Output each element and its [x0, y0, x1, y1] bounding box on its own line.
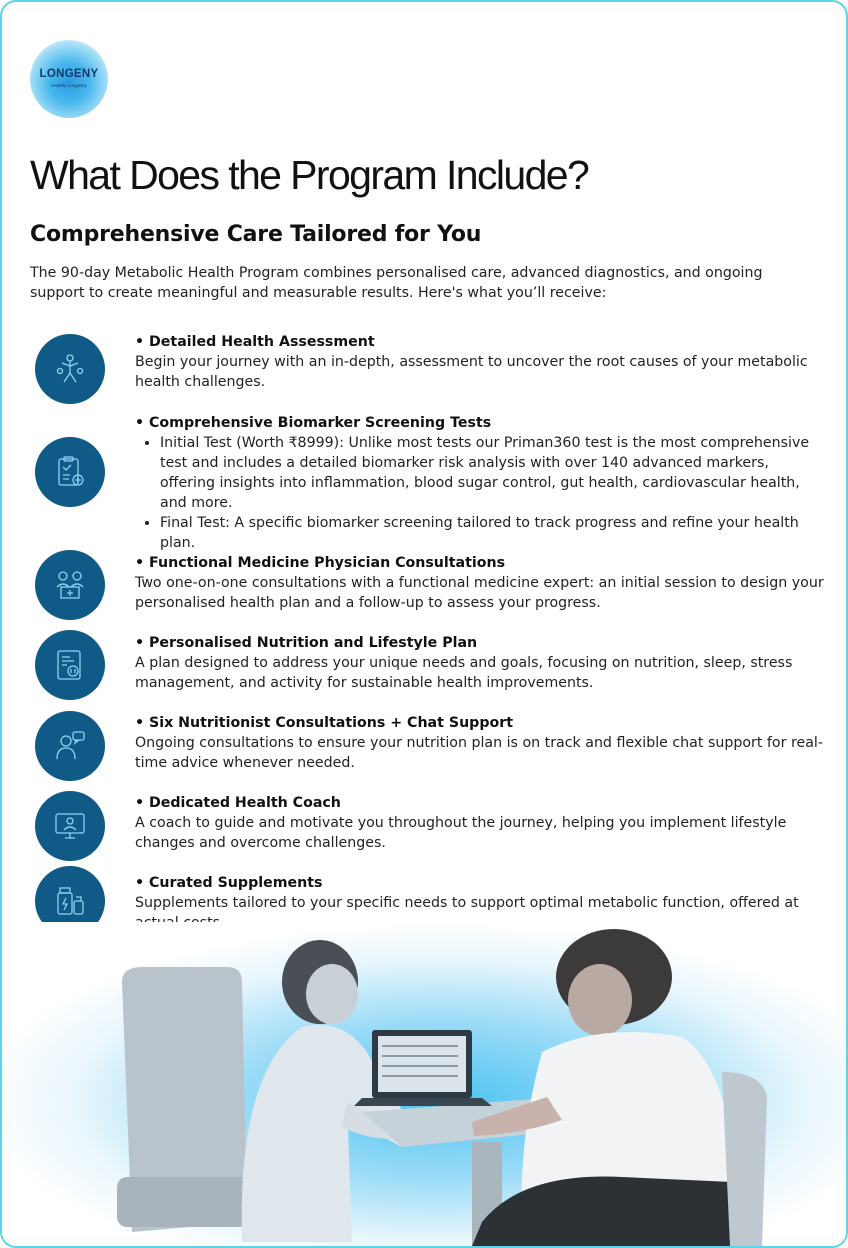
item-heading: • Comprehensive Biomarker Screening Tests [135, 415, 492, 431]
item-text: Two one-on-one consultations with a functional medicine expert: an initial session to design your personalised health plan and a follow-up to assess your progress. [135, 575, 824, 611]
item-physician-consultations [135, 553, 825, 613]
item-heading: • Curated Supplements [135, 875, 323, 891]
item-bullet: • Final Test: A specific biomarker screening tailored to track progress and refine your health plan. [160, 513, 825, 553]
item-text: Ongoing consultations to ensure your nutrition plan is on track and flexible chat support for real-time advice whenever needed. [135, 735, 823, 771]
page-subtitle: Comprehensive Care Tailored for You [30, 222, 482, 247]
item-text: Supplements tailored to your specific needs to support optimal metabolic function, offered at [135, 895, 799, 911]
item-bullet: • Initial Test (Worth ₹8999): Unlike most tests our Priman360 test is the most comprehensive test and includes a detailed biomarker risk analysis with over 140 advanced markers, offering insights into inflammation, blood sugar control, gut health, cardiovascular health, and more. [160, 433, 825, 513]
item-bullet-list [135, 433, 825, 553]
longeny-logo [30, 40, 108, 118]
doctor-consultation-icon [35, 550, 105, 620]
logo-brand: LONGENY [39, 68, 99, 80]
page-title: What Does the Program Include? [30, 152, 589, 198]
body-assessment-icon [35, 334, 105, 404]
item-biomarker-screening [135, 413, 825, 553]
nutritionist-chat-icon [35, 711, 105, 781]
item-heading: • Functional Medicine Physician Consultations [135, 555, 506, 571]
item-text: A coach to guide and motivate you throughout the journey, helping you implement lifestyle changes and overcome challenges. [135, 815, 787, 851]
item-nutrition-plan [135, 633, 825, 693]
video-coach-icon [35, 791, 105, 861]
item-heading: • Detailed Health Assessment [135, 334, 375, 350]
item-heading: • Six Nutritionist Consultations + Chat Support [135, 715, 514, 731]
item-heading: • Personalised Nutrition and Lifestyle Plan [135, 635, 478, 651]
item-text: Begin your journey with an in-depth, assessment to uncover the root causes of your metabolic health challenges. [135, 354, 808, 390]
item-nutritionist-consultations [135, 713, 825, 773]
intro-paragraph: The 90-day Metabolic Health Program combines personalised care, advanced diagnostics, and ongoing support to create meaningful and measurable results. Here's what you’ll receive: [30, 265, 763, 301]
item-heading: • Dedicated Health Coach [135, 795, 341, 811]
logo-tagline: Healthy Longevity [51, 83, 87, 88]
item-health-assessment [135, 332, 825, 392]
nutrition-plan-icon [35, 630, 105, 700]
item-health-coach [135, 793, 825, 853]
item-text: A plan designed to address your unique needs and goals, focusing on nutrition, sleep, stress management, and activity for sustainable health improvements. [135, 655, 793, 691]
consultation-photo [2, 922, 846, 1246]
lab-clipboard-icon [35, 437, 105, 507]
